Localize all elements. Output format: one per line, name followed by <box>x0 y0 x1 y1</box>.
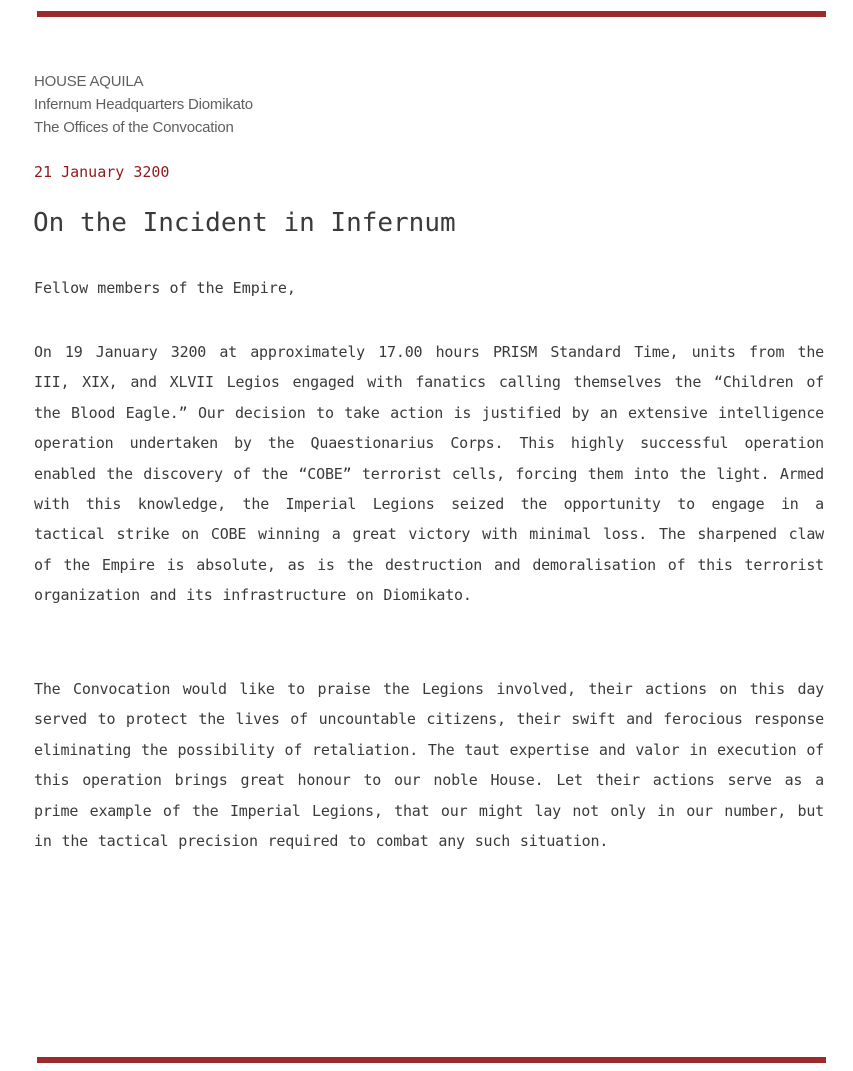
body-paragraph-1: On 19 January 3200 at approximately 17.00 hours PRISM Standard Time, units from the III, XIX, and XLVII Legios engaged with fanatics calling themselves the “Children of the Blood Eagle.” Our decision to take action is justified by an extensive intelligence operation undertaken by the Quaestionarius Corps. This highly successful operation enabled the discovery of the “COBE” terrorist cells, forcing them into the light. Armed with this knowledge, the Imperial Legions seized the opportunity to engage in a tactical strike on COBE winning a great victory with minimal loss. The sharpened claw of the Empire is absolute, as is the destruction and demoralisation of this terrorist organization and its infrastructure on Diomikato. <box>34 343 824 605</box>
top-divider <box>37 11 826 17</box>
salutation: Fellow members of the Empire, <box>34 279 296 297</box>
document-title: On the Incident in Infernum <box>33 208 456 238</box>
document-date: 21 January 3200 <box>34 163 170 181</box>
bottom-divider <box>37 1057 826 1063</box>
house-name: HOUSE AQUILA <box>34 73 144 90</box>
office-name: The Offices of the Convocation <box>34 119 234 136</box>
letterhead <box>34 70 253 139</box>
headquarters-location: Infernum Headquarters Diomikato <box>34 96 253 113</box>
body-paragraph-2: The Convocation would like to praise the Legions involved, their actions on this day served to protect the lives of uncountable citizens, their swift and ferocious response eliminating the possibility of retaliation. The taut expertise and valor in execution of this operation brings great honour to our noble House. Let their actions serve as a prime example of the Imperial Legions, that our might lay not only in our number, but in the tactical precision required to combat any such situation. <box>34 680 824 851</box>
